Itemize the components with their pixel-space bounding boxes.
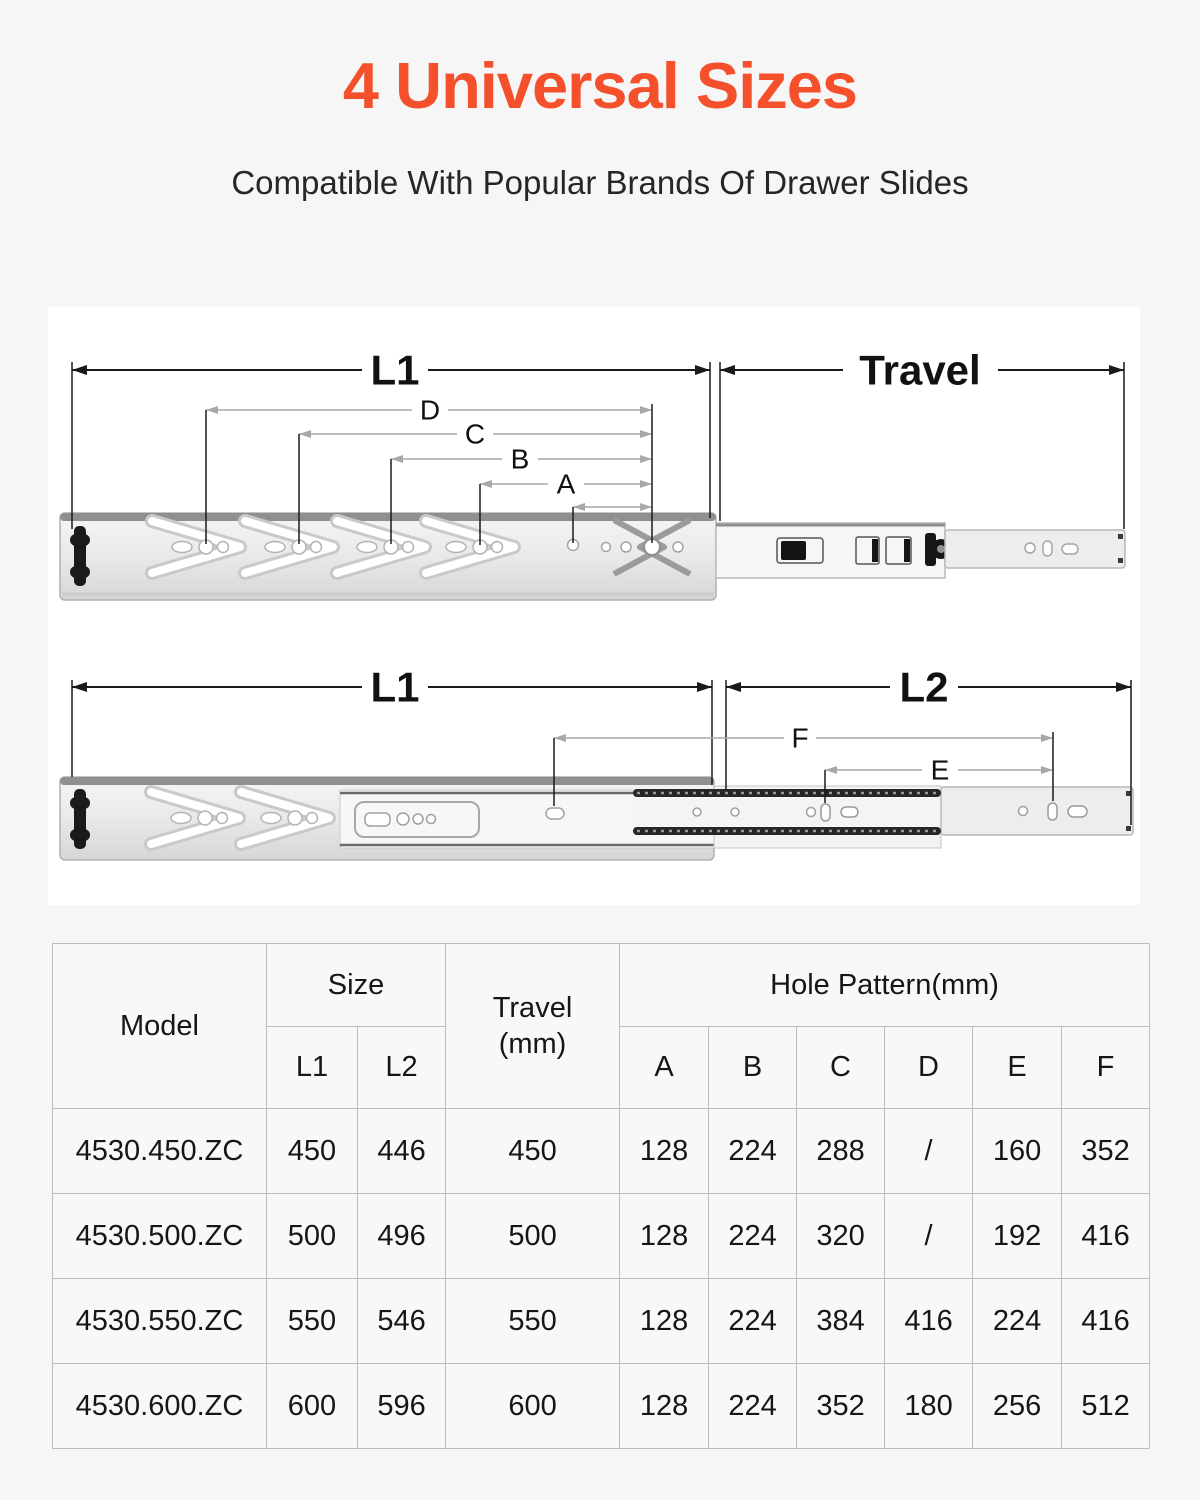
- dim-label-l1-bottom: L1: [370, 663, 420, 711]
- dim-label-e: E: [930, 754, 950, 786]
- spec-table: [52, 943, 1150, 1449]
- col-header-a: A: [620, 1027, 709, 1109]
- spec-row: 4530.600.ZC 600 596 600 128 224 352 180 256 512: [53, 1364, 1150, 1449]
- dim-label-l1-top: L1: [370, 346, 420, 394]
- page-subtitle: Compatible With Popular Brands Of Drawer Slides: [231, 164, 969, 201]
- col-header-travel: [446, 944, 620, 1109]
- dim-label-f: F: [791, 722, 809, 754]
- diagram-panel: [48, 307, 1140, 905]
- col-header-l2: L2: [358, 1027, 446, 1109]
- col-header-l1: L1: [267, 1027, 358, 1109]
- col-header-model: Model: [53, 944, 267, 1109]
- slide-extended-illustration: [60, 777, 1133, 860]
- dim-label-l2: L2: [899, 663, 949, 711]
- spec-row: 4530.550.ZC 550 546 550 128 224 384 416 224 416: [53, 1279, 1150, 1364]
- dim-label-b: B: [510, 443, 530, 475]
- drawer-slide-diagrams: [48, 307, 1140, 905]
- dim-label-travel: Travel: [859, 346, 981, 394]
- slide-closed-illustration: [60, 513, 1125, 600]
- travel-label: Travel: [492, 991, 573, 1024]
- page-title: 4 Universal Sizes: [342, 49, 858, 122]
- model-cell: 4530.550.ZC: [53, 1279, 267, 1364]
- spec-row: 4530.500.ZC 500 496 500 128 224 320 / 192 416: [53, 1194, 1150, 1279]
- dim-label-a: A: [556, 468, 576, 500]
- col-header-hole-pattern: Hole Pattern(mm): [620, 944, 1150, 1027]
- col-header-e: E: [973, 1027, 1062, 1109]
- dim-label-d: D: [419, 394, 441, 426]
- dim-label-c: C: [464, 418, 486, 450]
- model-cell: 4530.600.ZC: [53, 1364, 267, 1449]
- model-cell: 4530.500.ZC: [53, 1194, 267, 1279]
- model-cell: 4530.450.ZC: [53, 1109, 267, 1194]
- spec-row: 4530.450.ZC 450 446 450 128 224 288 / 160 352: [53, 1109, 1150, 1194]
- col-header-c: C: [797, 1027, 885, 1109]
- col-header-size: Size: [267, 944, 446, 1027]
- travel-unit: (mm): [498, 1028, 567, 1060]
- col-header-d: D: [885, 1027, 973, 1109]
- col-header-b: B: [709, 1027, 797, 1109]
- col-header-f: F: [1062, 1027, 1150, 1109]
